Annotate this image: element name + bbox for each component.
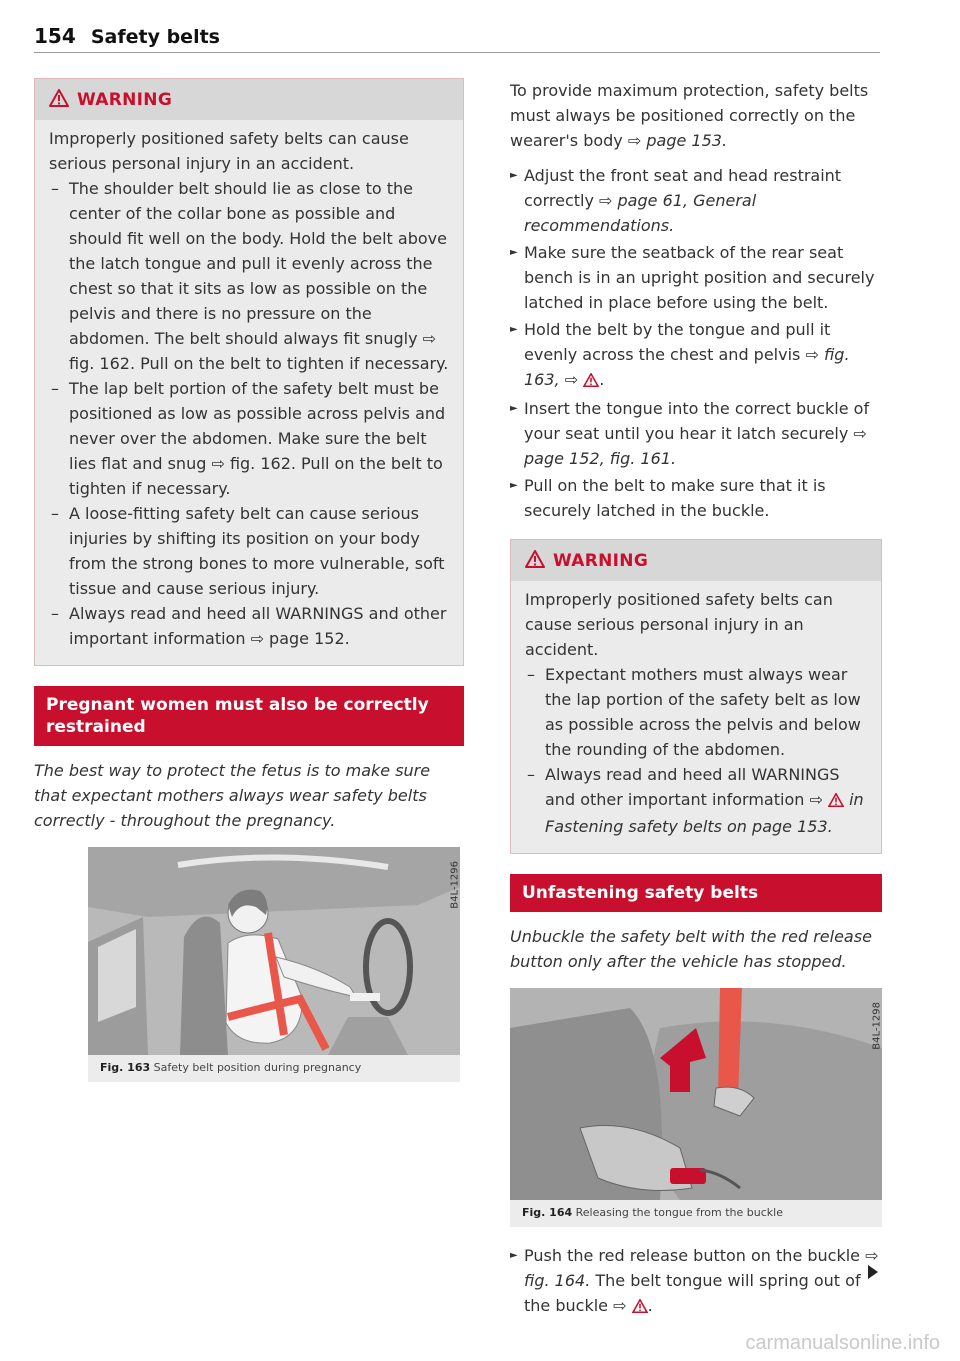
step-text: Pull on the belt to make sure that it is securely latched in the buckle. [524, 476, 826, 520]
step-item [510, 240, 882, 315]
warning-item: – The shoulder belt should lie as close to the center of the collar bone as possible and should fit well on the body. Hold the belt above the latch tongue and pull it evenly across the chest so that it sits as low as possible on the pelvis and there is no pressure on the abdomen. The belt should always fit snugly ⇨ fig. 162. Pull on the belt to tighten if necessary. [49, 176, 449, 376]
warning-item: – Expectant mothers must always wear the lap portion of the safety belt as low as possible across the pelvis and below the rounding of the abdomen. [525, 662, 867, 762]
section-intro: The best way to protect the fetus is to make sure that expectant mothers always wear safety belts correctly - throughout the pregnancy. [34, 761, 431, 830]
step-text: Insert the tongue into the correct buckle of your seat until you hear it latch securely [524, 399, 870, 443]
figure-caption [88, 1055, 460, 1082]
warning-intro: Improperly positioned safety belts can cause serious personal injury in an accident. [49, 129, 409, 173]
watermark: carmanualsonline.info [745, 1332, 940, 1354]
buckle-release-illustration [510, 988, 882, 1200]
figure-caption-text: Releasing the tongue from the buckle [575, 1206, 783, 1219]
step-item: ► Push the red release button on the buckle ⇨ fig. 164. The belt tongue will spring out of the buckle ⇨ . [510, 1243, 882, 1320]
right-column [510, 78, 882, 1322]
section-heading-pregnant: Pregnant women must also be correctly restrained [34, 686, 464, 746]
step-text: Hold the belt by the tongue and pull it evenly across the chest and pelvis [524, 320, 831, 364]
warning-item-ref: in Fastening safety belts on page 153. [545, 790, 864, 836]
warning-triangle-icon [525, 550, 547, 573]
step-ref: ⇨ page 152, fig. 161. [524, 424, 867, 468]
warning-intro: Improperly positioned safety belts can cause serious personal injury in an accident. [525, 590, 833, 659]
page-header [34, 24, 880, 53]
section-intro: Unbuckle the safety belt with the red release button only after the vehicle has stopped. [510, 927, 872, 971]
warning-item [525, 762, 867, 839]
step-ref: ⇨ fig. 163, ⇨ [524, 345, 850, 389]
warning-box [510, 539, 882, 854]
warning-triangle-icon [583, 369, 599, 394]
page-number: 154 [34, 24, 76, 48]
intro-text: To provide maximum protection, safety belts must always be positioned correctly on the wearer's body [510, 81, 869, 150]
page-title: Safety belts [90, 26, 220, 48]
step-text: Push the red release button on the buckle [524, 1246, 861, 1265]
step-ref: ⇨ fig. 164. [524, 1246, 879, 1290]
section-heading-unfastening: Unfastening safety belts [510, 874, 882, 912]
continue-arrow-icon [868, 1265, 878, 1279]
warning-label: WARNING [77, 90, 173, 110]
warning-box [34, 78, 464, 666]
warning-header [35, 79, 463, 120]
warning-triangle-icon [632, 1295, 648, 1320]
step-text-tail: The belt tongue will spring out of the buckle ⇨ [524, 1271, 861, 1315]
step-item [510, 473, 882, 523]
warning-triangle-icon [49, 89, 71, 112]
figure-164 [510, 988, 882, 1227]
figure-caption [510, 1200, 882, 1227]
figure-caption-text: Safety belt position during pregnancy [153, 1061, 362, 1074]
figure-image-id: B4L-1296 [450, 861, 461, 909]
step-text: Adjust the front seat and head restraint correctly [524, 166, 842, 210]
warning-label: WARNING [553, 551, 649, 571]
step-item [510, 163, 882, 238]
figure-label: Fig. 164 [522, 1206, 573, 1219]
pregnant-driver-illustration [88, 847, 460, 1055]
warning-body [35, 120, 463, 665]
warning-item: – A loose-fitting safety belt can cause serious injuries by shifting its position on your body from the strong bones to more vulnerable, soft tissue and cause serious injury. [49, 501, 449, 601]
step-text: Make sure the seatback of the rear seat bench is in an upright position and securely latched in place before using the belt. [524, 243, 875, 312]
step-ref: ⇨ page 61, General recommendations. [524, 191, 757, 235]
warning-triangle-icon [828, 789, 844, 814]
warning-body [511, 581, 881, 853]
intro-paragraph [510, 78, 882, 153]
figure-163 [88, 847, 460, 1082]
warning-item-text: Always read and heed all WARNINGS and other important information ⇨ [545, 765, 840, 809]
warning-item: – Always read and heed all WARNINGS and other important information ⇨ page 152. [49, 601, 449, 651]
left-column [34, 78, 464, 1082]
figure-image-id: B4L-1298 [872, 1002, 883, 1050]
step-item: ► Hold the belt by the tongue and pull it evenly across the chest and pelvis ⇨ fig. 163, ⇨ . [510, 317, 882, 394]
warning-header [511, 540, 881, 581]
warning-item: – The lap belt portion of the safety belt must be positioned as low as possible across pelvis and never over the abdomen. Make sure the belt lies flat and snug ⇨ fig. 162. Pull on the belt to tighten if necessary. [49, 376, 449, 501]
intro-ref: ⇨ page 153. [627, 131, 728, 150]
figure-label: Fig. 163 [100, 1061, 151, 1074]
step-item [510, 396, 882, 471]
